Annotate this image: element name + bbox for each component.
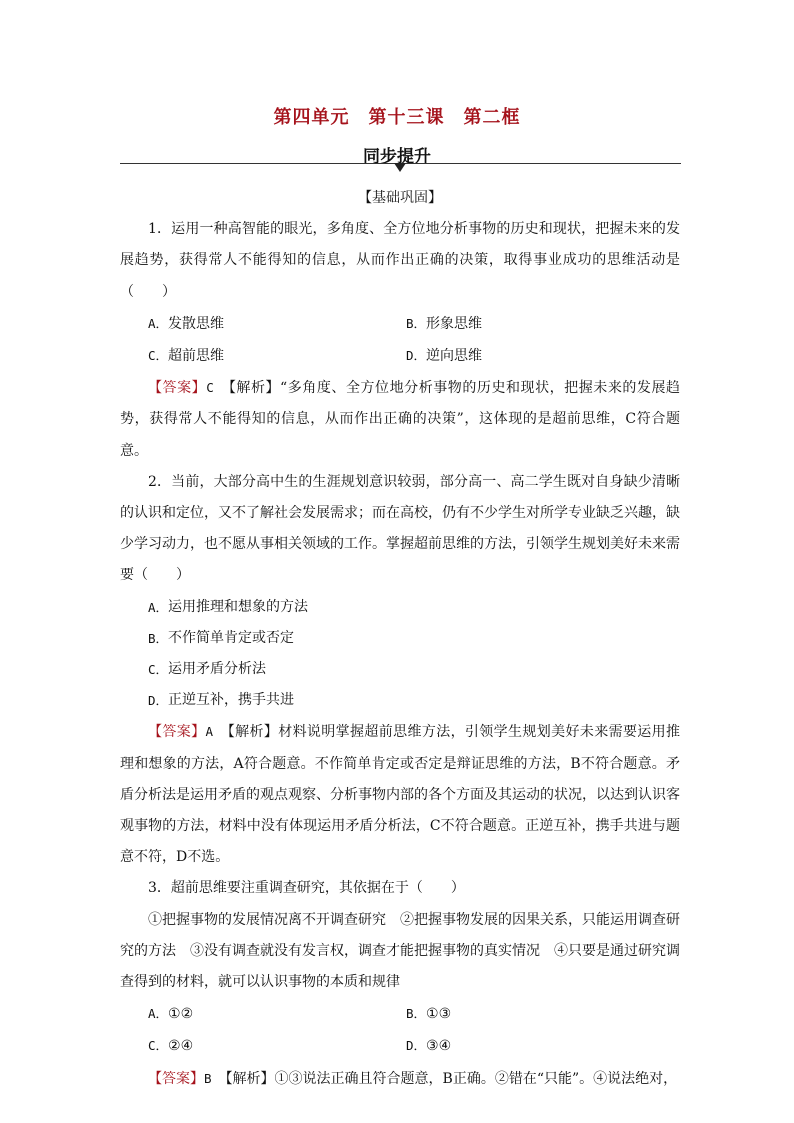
question-2-answer [120,716,680,873]
question-3-statements: ①把握事物的发展情况离不开调查研究 ②把握事物发展的因果关系，只能运用调查研究的方法 ③没有调查就没有发言权，调查才能把握事物的真实情况 ④只要是通过研究调查得到的材料，就可以认识事物的本质和规律 [120,911,680,991]
question-3-answer [120,1063,680,1095]
analysis-text: 材料说明掌握超前思维方法，引领学生规划美好未来需要运用推理和想象的方法，A符合题意。不作简单肯定或否定是辩证思维的方法，B不符合题意。矛盾分析法是运用矛盾的观点观察、分析事物内部的各个方面及其运动的状况，以达到认识客观事物的方法，材料中没有体现运用矛盾分析法，C不符合题意。正逆互补，携手共进与题意不符，D不选。 [120,724,681,866]
option-b: B．形象思维 [406,315,483,332]
option-c: C．②④ [148,1038,194,1055]
document-body [120,183,680,1095]
question-1-options-row-2 [120,340,680,372]
option-a: A．发散思维 [148,315,225,332]
question-3-options-row-2 [120,1030,680,1062]
question-1-options-row-1 [120,308,680,340]
analysis-text: ①③说法正确且符合题意，B正确。②错在“只能”。④说法绝对， [274,1070,678,1087]
option-c: C．超前思维 [148,348,225,365]
question-3-stem: 3．超前思维要注重调查研究，其依据在于（ ） [148,880,465,897]
answer-value: C [206,380,214,396]
question-3-options-row-1 [120,998,680,1030]
page-title: 第四单元 第十三课 第二框 [273,107,521,128]
option-a: A． 运用推理和想象的方法 [148,598,309,615]
analysis-text: “多角度、全方位地分析事物的历史和现状，把握未来的发展趋势，获得常人不能得知的信息，从而作出正确的决策”，这体现的是超前思维，C符合题意。 [120,380,681,459]
answer-value: B [204,1070,212,1086]
answer-label: 【答案】 [148,724,206,741]
option-b: B．①③ [406,1006,452,1023]
page-subtitle: 同步提升 [363,147,431,167]
option-a: A．①② [148,1006,194,1023]
section-heading: 【基础巩固】 [358,190,442,206]
option-b: B． 不作简单肯定或否定 [148,629,295,646]
answer-label: 【答案】 [148,380,207,397]
option-c: C． 运用矛盾分析法 [148,661,267,678]
analysis-label: 【解析】 [227,724,279,741]
answer-value: A [205,724,213,740]
analysis-label: 【解析】 [225,1070,275,1087]
question-1-stem: 1．运用一种高智能的眼光，多角度、全方位地分析事物的历史和现状，把握未来的发展趋势，获得常人不能得知的信息，从而作出正确的决策，取得事业成功的思维活动是（ ） [120,221,680,300]
option-d: D．③④ [406,1038,452,1055]
analysis-label: 【解析】 [228,380,281,397]
option-d: D． 正逆互补，携手共进 [148,692,295,709]
question-1-answer [120,372,680,467]
answer-label: 【答案】 [148,1070,204,1087]
option-d: D．逆向思维 [406,348,483,365]
triangle-down-icon [394,163,406,172]
question-2-stem: 2．当前，大部分高中生的生涯规划意识较弱，部分高一、高二学生既对自身缺少清晰的认识和定位，又不了解社会发展需求；而在高校，仍有不少学生对所学专业缺乏兴趣，缺少学习动力，也不愿从事相关领域的工作。掌握超前思维的方法，引领学生规划美好未来需要（ ） [120,473,680,584]
